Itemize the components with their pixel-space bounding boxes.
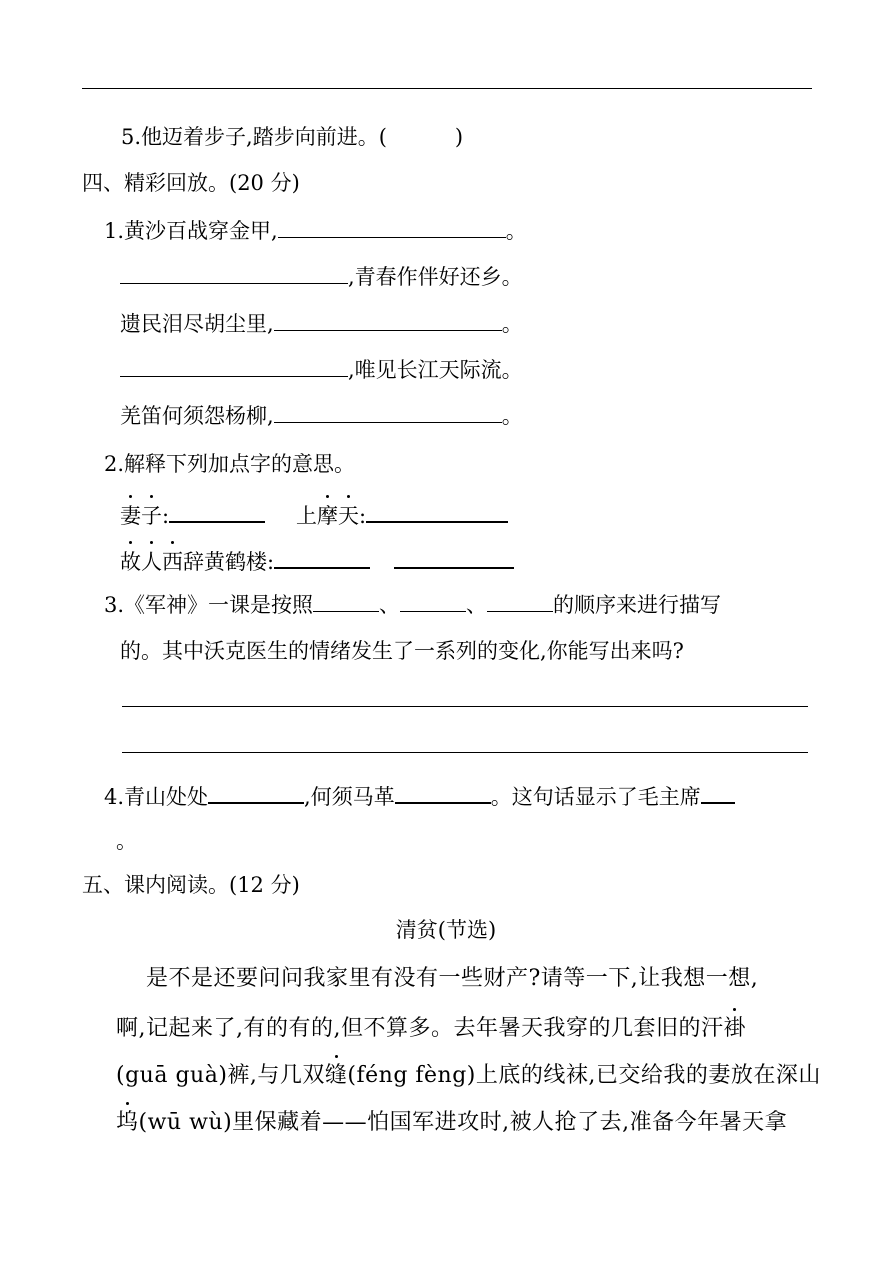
answer-blank[interactable] [400, 590, 466, 612]
q4-2-stem: 2.解释下列加点字的意思。 [104, 452, 356, 476]
answer-blank[interactable] [278, 216, 506, 238]
q4-1-line-1: 1.黄沙百战穿金甲, 。 [104, 216, 527, 246]
dotted-char: 西 [162, 547, 183, 577]
dotted-char: 天 [338, 501, 359, 531]
answer-blank[interactable] [120, 262, 348, 284]
paren-close: ) [454, 125, 464, 149]
answer-blank[interactable] [395, 781, 491, 804]
answer-blank[interactable] [169, 500, 265, 523]
answer-blank[interactable] [701, 781, 735, 804]
answer-blank[interactable] [487, 590, 553, 612]
q4-2-word-3: 故人西辞黄鹤楼: [120, 546, 514, 576]
dotted-char: 子 [141, 501, 162, 531]
answer-blank[interactable] [274, 309, 502, 331]
section-5-title: 五、课内阅读。(12 分) [82, 873, 300, 897]
dotted-char: 坞 [116, 1108, 139, 1138]
dotted-char: 褂 [723, 1014, 746, 1044]
q4-1-line-5: 羌笛何须怨杨柳, 。 [120, 401, 523, 431]
answer-blank[interactable] [394, 546, 514, 569]
q4-1-line-4: ,唯见长江天际流。 [120, 355, 523, 385]
passage-line-3: (guā guà)裤,与几双缝(féng fèng)上底的线袜,已交给我的妻放在深山 [116, 1061, 821, 1091]
q4-2-word-1: 妻子: [120, 500, 265, 530]
passage-line-2: 啊,记起来了,有的有的,但不算多。去年暑天我穿的几套旧的汗褂 [116, 1014, 746, 1044]
q4-1-line-3: 遗民泪尽胡尘里, 。 [120, 309, 523, 339]
q4-2-word-2: 上摩天: [296, 500, 508, 530]
answer-blank[interactable] [313, 590, 379, 612]
question-3-5 [121, 122, 463, 152]
dotted-char: 摩 [317, 501, 338, 531]
passage-line-1: 是不是还要问问我家里有没有一些财产?请等一下,让我想一想, [146, 966, 759, 991]
q4-3-line-2: 的。其中沃克医生的情绪发生了一系列的变化,你能写出来吗? [120, 639, 684, 663]
passage-title: 清贫(节选) [395, 918, 497, 942]
dotted-char: 故 [120, 547, 141, 577]
answer-blank[interactable] [274, 401, 502, 423]
answer-line[interactable] [122, 706, 808, 707]
dotted-char: 缝 [325, 1061, 348, 1091]
question-text: 5.他迈着步子,踏步向前进。( [121, 125, 387, 149]
passage-line-4: 坞(wū wù)里保藏着——怕国军进攻时,被人抢了去,准备今年暑天拿 [116, 1108, 787, 1138]
q4-4-line-2: 。 [116, 829, 137, 853]
q4-3-line-1: 3.《军神》一课是按照 、 、 的顺序来进行描写 [104, 590, 721, 620]
dotted-char: 人 [141, 547, 162, 577]
answer-blank[interactable] [120, 355, 348, 377]
q4-4-line-1: 4.青山处处 ,何须马革 。这句话显示了毛主席 [104, 781, 735, 811]
answer-blank[interactable] [208, 781, 304, 804]
header-rule [82, 88, 812, 89]
answer-blank[interactable] [274, 546, 370, 569]
answer-blank[interactable] [366, 500, 508, 523]
dotted-char: 妻 [120, 501, 141, 531]
q4-1-line-2: ,青春作伴好还乡。 [120, 262, 523, 292]
section-4-title: 四、精彩回放。(20 分) [82, 171, 300, 195]
answer-line[interactable] [122, 752, 808, 753]
